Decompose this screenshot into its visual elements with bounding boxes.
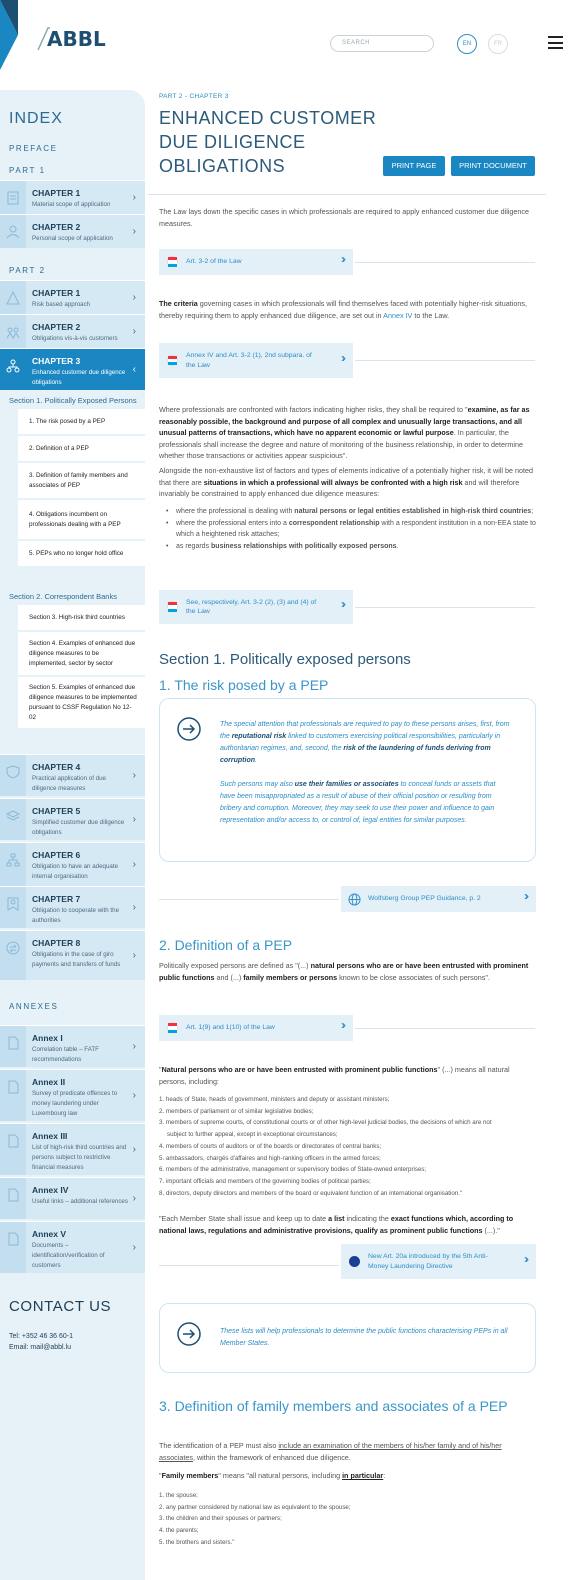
exchange-icon [6, 941, 20, 955]
intro-text: The Law lays down the specific cases in which professionals are required to apply enhanced customer due diligence measures. [159, 207, 529, 228]
annex-title: Annex I [32, 1033, 63, 1043]
chevron-right-icon: › [132, 769, 136, 781]
file-icon [6, 1134, 20, 1148]
non-exhaustive-text: Alongside the non-exhaustive list of factors and types of elements indicative of a potentially higher risk, it will be noted that there are situations in which a professional will always be confronted with a high risk and will therefore invariably be constrained to apply enhanced due diligence measures: [159, 466, 533, 498]
sidebar-p2-chapter8[interactable] [0, 930, 145, 980]
list-item: • as regards business relationships with politically exposed persons. [166, 541, 536, 553]
divider [355, 1028, 535, 1029]
sidebar-annex4[interactable] [0, 1177, 145, 1219]
sub-item[interactable]: Section 4. Examples of enhanced due diligence measures to be implemented, sector by sector [18, 632, 145, 676]
divider [355, 262, 535, 263]
print-document-button[interactable]: PRINT DOCUMENT [451, 156, 535, 176]
chapter-subtitle: Obligation to have an adequate internal organisation [32, 863, 119, 880]
arrow-circle-icon [177, 1322, 201, 1346]
chapter-title: CHAPTER 1 [32, 288, 81, 298]
chapter-subtitle: Obligations in the case of giro payments and transfers of funds [32, 951, 121, 968]
sidebar-title: INDEX [9, 110, 63, 127]
annex-subtitle: Useful links – additional references [32, 1198, 128, 1205]
list-item: 3. the children and their spouses or partners; [159, 1515, 282, 1523]
sub-item[interactable]: 1. The risk posed by a PEP [18, 409, 145, 435]
annex-title: Annex V [32, 1229, 67, 1239]
sidebar-preface[interactable]: PREFACE [9, 144, 58, 153]
section2-label[interactable]: Section 2. Correspondent Banks [9, 592, 117, 601]
chapter-title: CHAPTER 2 [32, 322, 81, 332]
abbl-logo[interactable] [36, 24, 106, 52]
chevron-left-icon: ‹ [132, 363, 136, 375]
file-icon [6, 1036, 20, 1050]
chevron-right-icon: › [132, 225, 136, 237]
lang-fr-button[interactable]: FR [488, 34, 508, 54]
luxembourg-flag-icon [167, 601, 178, 612]
list-item: 1. the spouse; [159, 1492, 198, 1499]
network-icon [6, 359, 20, 373]
info-callout [159, 698, 536, 862]
file-icon [6, 1232, 20, 1246]
sub-item[interactable]: 2. Definition of a PEP [18, 436, 145, 462]
section1-label[interactable]: Section 1. Politically Exposed Persons [9, 396, 137, 405]
chapter-title: CHAPTER 1 [32, 188, 81, 198]
chevron-right-icon: › [132, 858, 136, 870]
subsection-heading: 2. Definition of a PEP [159, 937, 293, 953]
family-members-list [159, 1490, 537, 1549]
list-item: 5. the brothers and sisters." [159, 1538, 235, 1546]
chevron-right-icon: › [132, 1089, 136, 1101]
callout-text: The special attention that professionals are required to pay to these persons arises, first, from the reputational risk linked to customers exercising political responsibilities, particularly in authoritarian regimes, and, second, the risk of the laundering of funds deriving from corruption. Such persons may also use their families or associates to conceal funds or assets that have been misappropriated as a result of abuse of their official position or resulting from bribery and corruption. Moreover, they may seek to use their power and influence to gain representation and/or access to, or control of, legal entities for similar purposes. [220, 721, 510, 824]
sidebar-p2-chapter5[interactable] [0, 798, 145, 840]
ref-label: Annex IV and Art. 3-2 (1), 2nd subpara. of the Law [186, 352, 312, 369]
annex-subtitle: Documents – identification/verification of customers [32, 1242, 105, 1269]
warning-icon [6, 291, 20, 305]
annex-title: Annex IV [32, 1185, 69, 1195]
list-item: 2. any partner considered by national law as equivalent to the spouse; [159, 1503, 351, 1511]
chevron-right-icon: › [132, 1040, 136, 1052]
lang-en-button[interactable]: EN [457, 34, 477, 54]
chevron-right-icon: › [132, 949, 136, 961]
layers-icon [6, 809, 20, 823]
info-callout [159, 1303, 536, 1373]
hamburger-menu-icon[interactable] [548, 36, 563, 49]
page-title: ENHANCED CUSTOMER DUE DILIGENCE OBLIGATIONS [159, 108, 377, 176]
chapter-title: CHAPTER 4 [32, 762, 81, 772]
file-icon [6, 1080, 20, 1094]
list-item: • where the professional enters into a correspondent relationship with a respondent institution in a non-EEA state to which a heightened risk attaches; [166, 518, 536, 541]
chapter-subtitle: Simplified customer due diligence obligations [32, 819, 125, 836]
luxembourg-flag-icon [167, 355, 178, 366]
search-input[interactable]: SEARCH [330, 35, 434, 52]
list-item: 2. members of parliament or of similar legislative bodies; [159, 1107, 314, 1115]
callout-text: These lists will help professionals to determine the public functions characterising PEPs in all Member States. [220, 1328, 508, 1347]
sidebar-annex5[interactable] [0, 1221, 145, 1273]
badge-icon [6, 897, 20, 911]
luxembourg-flag-icon [167, 256, 178, 267]
list-item: 5. ambassadors, chargés d'affaires and high-ranking officers in the armed forces; [159, 1154, 381, 1162]
sub-item[interactable]: 3. Definition of family members and associates of PEP [18, 463, 145, 499]
pep-def-text: Politically exposed persons are defined as "(...) natural persons who are or have been entrusted with prominent public functions and (...) family members or persons known to be close associates of such persons". [159, 961, 529, 982]
member-state-text: "Each Member State shall issue and keep up to date a list indicating the exact functions which, according to national laws, regulations and administrative provisions, qualify as prominent public functions (...)." [159, 1214, 514, 1235]
list-item: 3. members of supreme courts, of constitutional courts or of other high-level judicial bodies, the decisions of which are not [159, 1119, 492, 1127]
chapter-title: CHAPTER 5 [32, 806, 81, 816]
sub-item[interactable]: Section 5. Examples of enhanced due diligence measures to be implemented pursuant to CSSF Regulation No 12-02 [18, 677, 145, 729]
law-ref-link[interactable] [159, 249, 353, 275]
chapter-subtitle: Risk based approach [32, 301, 91, 308]
annex-subtitle: Survey of predicate offences to money laundering under Luxembourg law [32, 1090, 118, 1117]
annex-title: Annex III [32, 1131, 68, 1141]
ref-label: Wolfsberg Group PEP Guidance, p. 2 [368, 895, 481, 903]
annex-subtitle: Correlation table – FATF recommendations [32, 1046, 99, 1063]
family-intro-text: The identification of a PEP must also include an examination of the members of his/her family and of his/her associates, within the framework of enhanced due diligence. [159, 1441, 502, 1462]
people-icon [6, 325, 20, 339]
sidebar-p2-chapter7[interactable] [0, 886, 145, 928]
list-item: subject to further appeal, except in exceptional circumstances; [167, 1131, 338, 1139]
sidebar-annex3[interactable] [0, 1123, 145, 1175]
list-item: 8. directors, deputy directors and members of the board or equivalent function of an international organisation." [159, 1189, 463, 1197]
chapter-subtitle: Obligations vis-à-vis customers [32, 335, 118, 342]
sidebar-part2: PART 2 [9, 266, 46, 275]
list-item: • where the professional is dealing with natural persons or legal entities established in high-risk third countries; [166, 506, 536, 518]
list-item: 1. heads of State, heads of government, ministers and deputy or assistant ministers; [159, 1096, 390, 1103]
sidebar-p2-chapter3[interactable] [0, 348, 145, 390]
double-chevron-icon: ›› [524, 889, 526, 903]
chapter-subtitle: Enhanced customer due diligence obligations [32, 369, 126, 386]
chapter-title: CHAPTER 2 [32, 222, 81, 232]
logo-text: ABBL [47, 27, 106, 51]
law-ref-link[interactable] [159, 590, 353, 624]
chevron-right-icon: › [132, 1143, 136, 1155]
contact-email[interactable]: Email: mail@abbl.lu [9, 1344, 71, 1351]
list-item: 6. members of the administrative, management or supervisory bodies of State-owned enterprises; [159, 1166, 427, 1174]
sidebar-index [0, 90, 145, 1580]
chapter-title: CHAPTER 8 [32, 938, 81, 948]
sub-item[interactable]: 5. PEPs who no longer hold office [18, 541, 145, 567]
chevron-right-icon: › [132, 1241, 136, 1253]
sub-item[interactable]: 4. Obligations incumbent on professionals dealing with a PEP [18, 500, 145, 540]
chevron-right-icon: › [132, 291, 136, 303]
sidebar-annexes: ANNEXES [9, 1002, 59, 1011]
print-page-button[interactable]: PRINT PAGE [383, 156, 445, 176]
luxembourg-flag-icon [167, 1022, 178, 1033]
pep-functions-list [159, 1094, 537, 1199]
guidance-ref-link[interactable] [341, 886, 536, 912]
chapter-title: CHAPTER 7 [32, 894, 81, 904]
contact-heading: CONTACT US [9, 1298, 112, 1315]
sidebar-p1-chapter1[interactable] [0, 180, 145, 214]
chapter-subtitle: Obligation to cooperate with the authorities [32, 907, 120, 924]
chevron-right-icon: › [132, 901, 136, 913]
chapter-subtitle: Practical application of due diligence measures [32, 775, 106, 792]
directive-ref-link[interactable] [341, 1244, 536, 1279]
list-item: 4. the parents; [159, 1527, 199, 1535]
sidebar-p1-chapter2[interactable] [0, 214, 145, 248]
sidebar-annex2[interactable] [0, 1069, 145, 1121]
subsection-heading: 3. Definition of family members and associates of a PEP [159, 1398, 508, 1414]
chevron-right-icon: › [132, 191, 136, 203]
sidebar-p2-chapter1[interactable] [0, 280, 145, 314]
org-chart-icon [6, 853, 20, 867]
section-heading: Section 1. Politically exposed persons [159, 651, 411, 668]
natural-persons-text: "Natural persons who are or have been entrusted with prominent public functions" (...) means all natural persons, including: [159, 1065, 510, 1086]
globe-icon [348, 893, 361, 906]
criteria-text: The criteria governing cases in which professionals will find themselves faced with potentially higher-risk situations, thereby requiring them to apply enhanced due diligence, are set out in Annex IV to the Law. [159, 299, 527, 320]
sub-item[interactable]: Section 3. High-risk third countries [18, 605, 145, 631]
ref-label: New Art. 20a introduced by the 5th Anti-Money Laundering Directive [368, 1253, 488, 1270]
person-icon [6, 225, 20, 239]
divider [148, 194, 546, 195]
chapter-subtitle: Material scope of application [32, 201, 111, 208]
subsection-heading: 1. The risk posed by a PEP [159, 677, 329, 693]
ref-label: Art. 1(9) and 1(10) of the Law [186, 1024, 275, 1032]
annex-subtitle: List of high-risk third countries and persons subject to restrictive financial measures [32, 1144, 127, 1171]
annex-title: Annex II [32, 1077, 66, 1087]
ref-label: See, respectively, Art. 3-2 (2), (3) and (4) of the Law [186, 598, 317, 615]
double-chevron-icon: ›› [341, 597, 343, 611]
sidebar-p2-chapter4[interactable] [0, 754, 145, 796]
chapter-title: CHAPTER 6 [32, 850, 81, 860]
divider [355, 607, 535, 608]
ref-label: Art. 3-2 of the Law [186, 258, 242, 266]
list-item: 7. important officials and members of the governing bodies of political parties; [159, 1177, 371, 1185]
sidebar-p2-chapter6[interactable] [0, 842, 145, 886]
arrow-circle-icon [177, 717, 201, 741]
situations-list [166, 506, 536, 552]
corner-decoration [0, 0, 18, 70]
law-ref-link[interactable] [159, 1015, 353, 1041]
sidebar-part1: PART 1 [9, 166, 46, 175]
double-chevron-icon: ›› [341, 1018, 343, 1032]
double-chevron-icon: ›› [341, 252, 343, 266]
breadcrumb: PART 2 - CHAPTER 3 [159, 93, 229, 100]
divider [355, 360, 535, 361]
eu-flag-icon [349, 1256, 360, 1267]
double-chevron-icon: ›› [524, 1251, 526, 1266]
list-item: 4. members of courts of auditors or of the boards or directorates of central banks; [159, 1142, 382, 1150]
divider [159, 1265, 339, 1266]
contact-phone[interactable]: Tel: +352 46 36 60-1 [9, 1333, 74, 1340]
shield-icon [6, 765, 20, 779]
law-ref-link[interactable] [159, 343, 353, 378]
document-icon [6, 191, 20, 205]
chevron-right-icon: › [132, 813, 136, 825]
chapter-title: CHAPTER 3 [32, 356, 81, 366]
chevron-right-icon: › [132, 325, 136, 337]
file-icon [6, 1188, 20, 1202]
family-def-text: "Family members" means "all natural persons, including in particular: [159, 1471, 386, 1480]
sidebar-p2-chapter2[interactable] [0, 314, 145, 348]
chevron-right-icon: › [132, 1192, 136, 1204]
chapter-subtitle: Personal scope of application [32, 235, 113, 242]
double-chevron-icon: ›› [341, 350, 343, 365]
sidebar-annex1[interactable] [0, 1025, 145, 1067]
divider [159, 899, 339, 900]
higher-risk-text: Where professionals are confronted with factors indicating higher risks, they shall be required to "examine, as far as reasonably possible, the background and purpose of all complex and unusually large transactions, and all unusual patterns of transactions, which have no apparent economic or lawful purpose. In particular, the professionals shall increase the degree and nature of monitoring of the business relationship, in order to determine whether those transactions or activities appear suspicious". [159, 405, 530, 460]
